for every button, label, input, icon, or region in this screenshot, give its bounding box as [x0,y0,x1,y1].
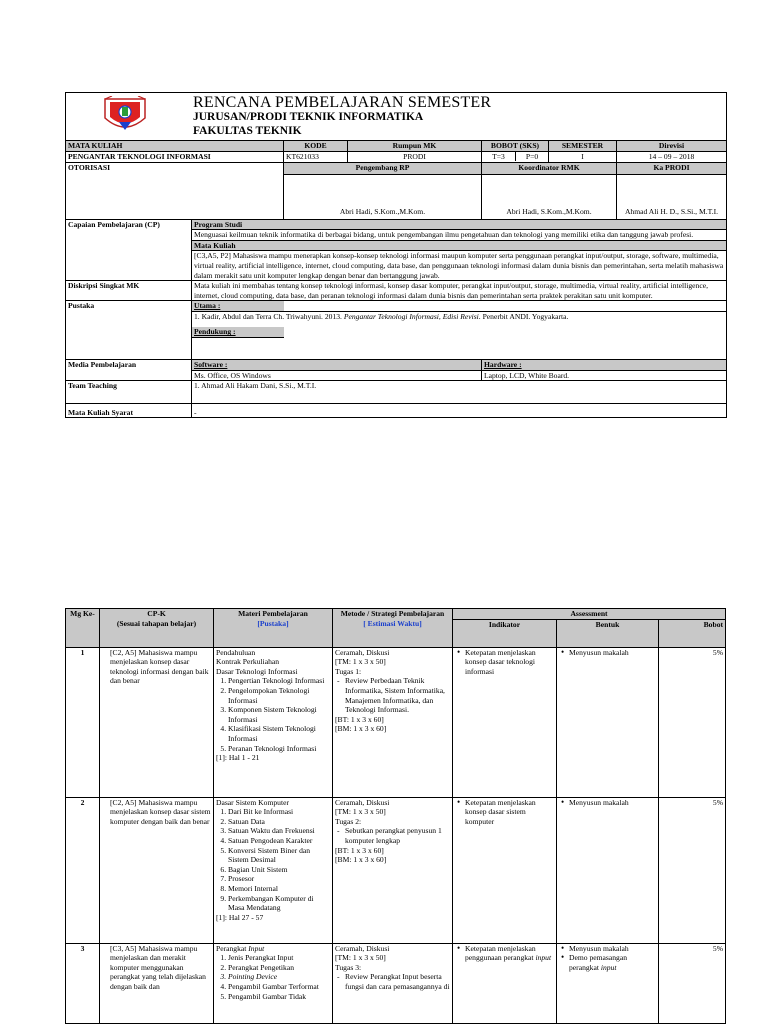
metode-cell [333,943,453,1023]
developer-header: Pengembang RP [284,162,482,174]
metode-task-item: - Review Perbedaan Teknik Informatika, Sistem Informatika, Manajemen Informatika, dan Teknologi Informasi. [335,676,450,714]
materi-header-sub: [Pustaka] [257,618,289,628]
course-revised-date: 14 – 09 – 2018 [617,151,727,162]
team-row [66,381,727,404]
cpk-header-sub: (Sesuai tahapan belajar) [116,618,197,628]
pustaka-main-label-row [66,301,727,312]
hardware-list: Laptop, LCD, White Board. [482,370,727,381]
materi-item: 9. Perkembangan Komputer di Masa Mendatang [228,894,330,913]
metode-method: Ceramah, Diskusi [335,797,390,807]
materi-item: 4. Klasifikasi Sistem Teknologi Informasi [228,724,330,743]
metode-bt: [BT: 1 x 3 x 60] [335,845,384,855]
faculty-title: FAKULTAS TEKNIK [193,125,302,137]
form-item: • Menyusun makalah [569,648,656,658]
cpk-header [100,609,214,648]
materi-item: 7. Prosesor [228,874,330,884]
indicator-header: Indikator [453,619,557,647]
week-number: 3 [66,943,100,1023]
materi-item: 3. Satuan Waktu dan Frekuensi [228,826,330,836]
materi-item: 2. Perangkat Pengetikan [228,963,330,973]
weight-value: 5% [659,647,726,797]
metode-task-item: - Sebutkan perangkat penyusun 1 komputer lengkap [335,826,450,845]
metode-task: Tugas 2: [335,816,362,826]
team-label: Team Teaching [66,381,192,404]
weight-value: 5% [659,797,726,943]
course-name: PENGANTAR TEKNOLOGI INFORMASI [66,151,284,162]
materi-item: 3. Komponen Sistem Teknologi Informasi [228,705,330,724]
indicator-cell [453,797,557,943]
course-rumpun: PRODI [348,151,482,162]
metode-task-item: - Review Perangkat Input beserta fungsi dan cara pemasangannya di [335,972,450,991]
weekly-plan-table [65,608,726,1024]
description-label: Diskripsi Singkat MK [66,281,192,301]
metode-method: Ceramah, Diskusi [335,647,390,657]
metode-bt: [BT: 1 x 3 x 60] [335,714,384,724]
plan-row-2 [66,797,726,943]
materi-item: 2. Pengelompokan Teknologi Informasi [228,686,330,705]
developer-name: Abri Hadi, S.Kom.,M.Kom. [284,174,482,219]
otorisasi-header-row [66,162,727,174]
course-code: KT621033 [284,151,348,162]
materi-cell [214,647,333,797]
form-item: • Demo pemasangan perangkat input [569,953,656,972]
materi-header-title: Materi Pembelajaran [238,609,308,618]
indicator-item: • Ketepatan menjelaskan konsep dasar sistem komputer [465,798,554,827]
materi-item: 2. Satuan Data [228,817,330,827]
form-cell [557,647,659,797]
materi-item: 3. Pointing Device [228,972,330,982]
cp-mk-text: [C3,A5, P2] Mahasiswa mampu menerapkan konsep-konsep teknologi informasi maupun komputer serta penggunaan perangkat input/output, storage, software, multimedia, virtual reality, artificial intelligence, internet, cloud computing, data base, dan penggunaan teknologi informasi dalam dunia bisnis dan pemerintahan, serta melatih mahasiswa dalam merakit satu unit komputer lengkap dengan benar dan bertanggung jawab. [192,251,727,281]
materi-intro: Dasar Sistem Komputer [216,797,289,807]
pustaka-main-label: Utama : [192,301,284,312]
materi-item: 5. Peranan Teknologi Informasi [228,744,330,754]
software-list: Ms. Office, OS Windows [192,370,482,381]
course-bobot-t: T=3 [482,152,516,162]
course-bobot-header: BOBOT (SKS) [482,141,549,152]
course-name-header: MATA KULIAH [66,141,284,152]
metode-time: [TM: 1 x 3 x 50] [335,953,386,963]
materi-intro: Kontrak Perkuliahan [216,657,280,667]
course-semester-header: SEMESTER [549,141,617,152]
form-cell [557,943,659,1023]
assessment-header: Assessment [453,609,726,620]
materi-cell [214,797,333,943]
cp-prodi-label-fill [348,219,727,230]
cp-prodi-label-row [66,219,727,230]
pustaka-support-label-fill [284,327,727,337]
indicator-item: • Ketepatan menjelaskan konsep dasar teknologi informasi [465,648,554,677]
form-item: • Menyusun makalah [569,944,656,954]
prereq-label: Mata Kuliah Syarat [66,404,192,418]
form-header: Bentuk [557,619,659,647]
software-label: Software : [192,360,482,371]
metode-bm: [BM: 1 x 3 x 60] [335,855,387,865]
cpk-text: [C2, A5] Mahasiswa mampu menjelaskan konsep dasar sistem komputer dengan baik dan benar [100,797,214,943]
form-item: • Menyusun makalah [569,798,656,808]
materi-header [214,609,333,648]
metode-task: Tugas 3: [335,962,362,972]
cp-mk-label: Mata Kuliah [192,240,348,251]
prereq-value: - [192,404,727,418]
materi-list [216,807,330,913]
cp-prodi-label: Program Studi [192,219,348,230]
materi-item: 1. Dari Bit ke Informasi [228,807,330,817]
indicator-cell [453,943,557,1023]
cpk-header-title: CP-K [147,609,166,618]
materi-item: 1. Pengertian Teknologi Informasi [228,676,330,686]
week-number: 2 [66,797,100,943]
cpk-text: [C2, A5] Mahasiswa mampu menjelaskan konsep dasar teknologi informasi dengan baik dan benar [100,647,214,797]
week-header: Mg Ke- [66,609,100,648]
materi-reference: [1]: Hal 1 - 21 [216,753,260,763]
course-rumpun-header: Rumpun MK [348,141,482,152]
rps-identity-table [65,92,727,418]
metode-header [333,609,453,648]
materi-intro: Dasar Teknologi Informasi [216,666,298,676]
metode-method: Ceramah, Diskusi [335,943,390,953]
materi-list [216,676,330,753]
document-header [66,93,727,141]
media-label-row [66,360,727,371]
materi-item: 6. Bagian Unit Sistem [228,865,330,875]
head-prodi-header: Ka PRODI [617,162,727,174]
cpk-text: [C3, A5] Mahasiswa mampu menjelaskan dan merakit komputer menggunakan perangkat yang telah dijelaskan dengan baik dan [100,943,214,1023]
plan-row-1 [66,647,726,797]
head-prodi-name: Ahmad Ali H. D., S.Si., M.T.I. [617,174,727,219]
weight-value: 5% [659,943,726,1023]
university-logo-icon [102,96,148,136]
metode-time: [TM: 1 x 3 x 50] [335,657,386,667]
materi-item: 5. Pengambil Gambar Tidak [228,992,330,1002]
hardware-label: Hardware : [482,360,727,371]
metode-cell [333,797,453,943]
pustaka-support-ref [192,338,727,358]
pustaka-main-label-fill [284,301,727,312]
course-bobot [482,151,549,162]
course-bobot-p: P=0 [525,151,539,161]
indicator-cell [453,647,557,797]
coordinator-header: Koordinator RMK [482,162,617,174]
course-info-row [66,151,727,162]
metode-bm: [BM: 1 x 3 x 60] [335,724,387,734]
materi-item: 4. Pengambil Gambar Terformat [228,982,330,992]
materi-intro: Pendahuluan [216,647,256,657]
metode-task: Tugas 1: [335,666,362,676]
materi-list [216,953,330,1001]
indicator-item: • Ketepatan menjelaskan penggunaan perangkat input [465,944,554,963]
week-number: 1 [66,647,100,797]
plan-header-row [66,609,726,620]
cp-mk-label-fill [348,240,727,251]
cp-label: Capaian Pembelajaran (CP) [66,219,192,281]
weight-header: Bobot [659,619,726,647]
document-title: RENCANA PEMBELAJARAN SEMESTER [193,94,492,111]
course-revised-header: Direvisi [617,141,727,152]
materi-cell [214,943,333,1023]
metode-cell [333,647,453,797]
description-text: Mata kuliah ini membahas tentang konsep teknologi informasi, konsep dasar komputer, perangkat input/output, storage, multimedia, virtual reality, artificial intelligence, internet, cloud computing, data base, dan peranan teknologi informasi dalam dunia bisnis dan pemerintahan serta praktek perakitan satu unit komputer. [192,281,727,301]
description-row [66,281,727,301]
metode-header-title: Metode / Strategi Pembelajaran [340,609,445,618]
materi-item: 1. Jenis Perangkat Input [228,953,330,963]
coordinator-name: Abri Hadi, S.Kom.,M.Kom. [482,174,617,219]
materi-item: 8. Memori Internal [228,884,330,894]
pustaka-main-ref: 1. Kadir, Abdul dan Terra Ch. Triwahyuni. 2013. Pengantar Teknologi Informasi, Edisi Revisi. Penerbit ANDI. Yogyakarta. [192,311,727,327]
metode-time: [TM: 1 x 3 x 50] [335,807,386,817]
pustaka-support-label: Pendukung : [192,327,284,337]
form-cell [557,797,659,943]
materi-intro: Perangkat Input [216,943,265,953]
media-label: Media Pembelajaran [66,360,192,381]
metode-header-sub: [ Estimasi Waktu] [363,618,422,628]
course-semester: I [549,151,617,162]
prereq-row [66,404,727,418]
materi-item: 5. Konversi Sistem Biner dan Sistem Desimal [228,846,330,865]
materi-reference: [1]: Hal 27 - 57 [216,912,264,922]
course-code-header: KODE [284,141,348,152]
team-value: 1. Ahmad Ali Hakam Dani, S.Si., M.T.I. [192,381,727,404]
department-title: JURUSAN/PRODI TEKNIK INFORMATIKA [193,111,424,123]
cp-prodi-text: Menguasai keilmuan teknik informatika di berbagai bidang, untuk pengembangan ilmu pengetahuan dan teknologi yang memiliki etika dan tanggung jawab profesi. [192,230,727,241]
pustaka-label: Pustaka [66,301,192,360]
plan-row-3 [66,943,726,1023]
course-header-row [66,141,727,152]
otorisasi-label: OTORISASI [66,162,284,219]
materi-item: 4. Satuan Pengodean Karakter [228,836,330,846]
